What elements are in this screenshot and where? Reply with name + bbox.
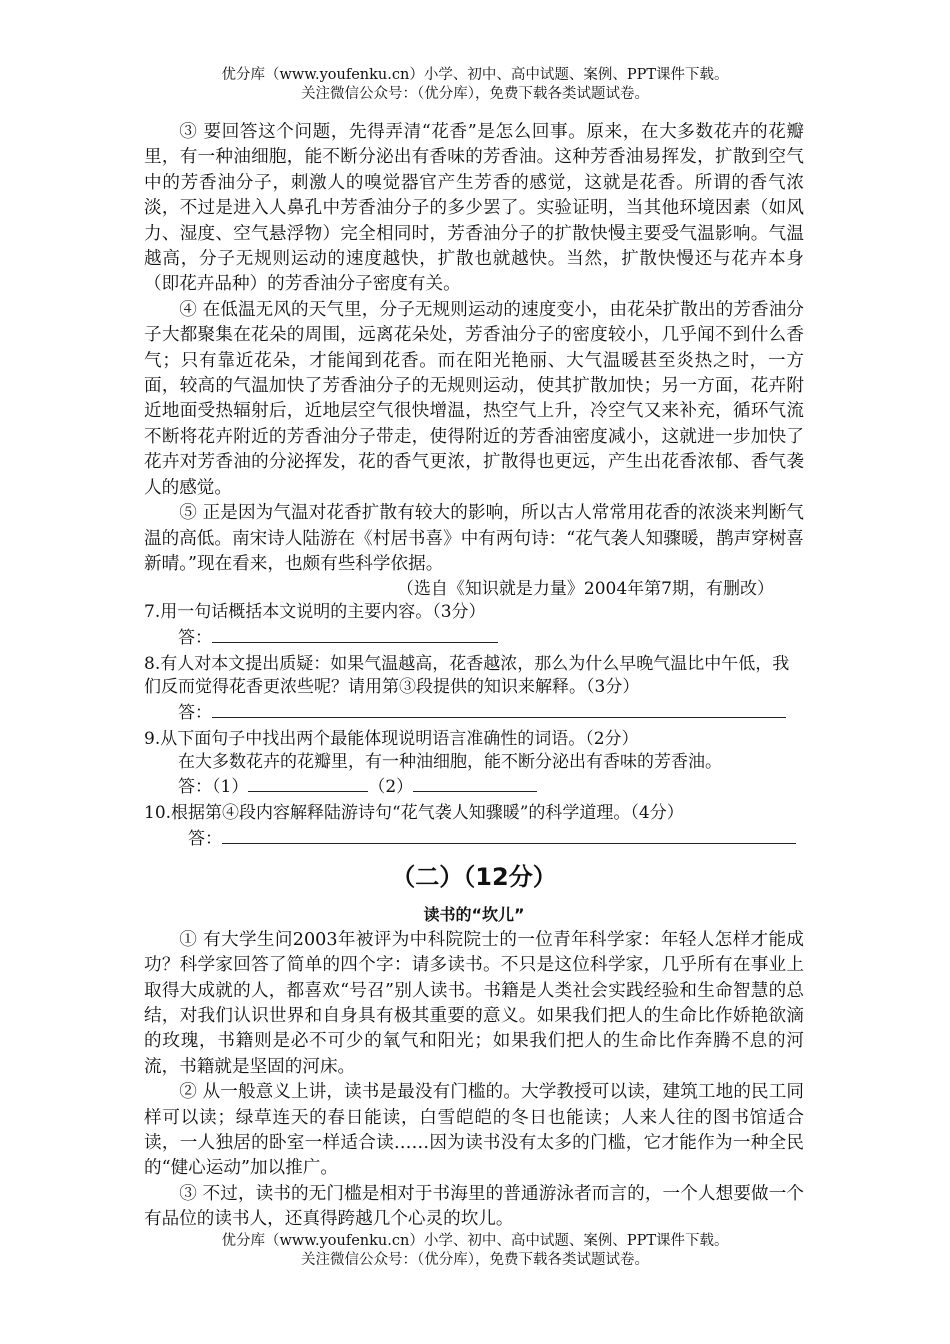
blank-label-2: （2） — [368, 777, 414, 798]
header-line-1: 优分库（www.youfenku.cn）小学、初中、高中试题、案例、PPT课件下载。 — [221, 67, 729, 83]
answer-blank-9-2[interactable] — [413, 774, 537, 792]
article-paragraph-3: ③ 不过，读书的无门槛是相对于书海里的普通游泳者而言的，一个人想要做一个有品位的读书人，还真得跨越几个心灵的坎儿。 — [144, 1183, 804, 1230]
footer-line-1: 优分库（www.youfenku.cn）小学、初中、高中试题、案例、PPT课件下载。 — [221, 1233, 729, 1249]
header-line-2: 关注微信公众号：（优分库），免费下载各类试题试卷。 — [301, 86, 649, 102]
page-footer — [0, 1232, 950, 1270]
question-8: 8.有人对本文提出质疑：如果气温越高，花香越浓，那么为什么早晚气温比中午低，我们反而觉得花香更浓些呢？请用第③段提供的知识来解释。（3分） — [144, 653, 790, 698]
answer-label: 答： — [178, 627, 212, 648]
paragraph-5: ⑤ 正是因为气温对花香扩散有较大的影响，所以古人常常用花香的浓淡来判断气温的高低。南宋诗人陆游在《村居书喜》中有两句诗：“花气袭人知骤暖，鹊声穿树喜新晴。”现在看来，也颇有些科学依据。 — [144, 503, 804, 574]
footer-line-2: 关注微信公众号：（优分库），免费下载各类试题试卷。 — [301, 1252, 649, 1268]
answer-label: 答： — [178, 777, 212, 798]
answer-label: 答： — [188, 828, 222, 849]
answer-line-9 — [144, 774, 804, 800]
answer-line-8 — [144, 700, 804, 726]
page-header — [0, 66, 950, 104]
paragraph-3: ③ 要回答这个问题，先得弄清“花香”是怎么回事。原来，在大多数花卉的花瓣里，有一种油细胞，能不断分泌出有香味的芳香油。这种芳香油易挥发，扩散到空气中的芳香油分子，刺激人的嗅觉器官产生芳香的感觉，这就是花香。所谓的香气浓淡，不过是进入人鼻孔中芳香油分子的多少罢了。实验证明，当其他环境因素（如风力、湿度、空气悬浮物）完全相同时，芳香油分子的扩散快慢主要受气温影响。气温越高，分子无规则运动的速度越快，扩散也就越快。当然，扩散快慢还与花卉本身（即花卉品种）的芳香油分子密度有关。 — [144, 122, 804, 295]
article-paragraph-2: ② 从一般意义上讲，读书是最没有门槛的。大学教授可以读，建筑工地的民工同样可以读；绿草连天的春日能读，白雪皑皑的冬日也能读；人来人往的图书馆适合读，一人独居的卧室一样适合读……因为读书没有太多的门槛，它才能作为一种全民的“健心运动”加以推广。 — [144, 1082, 804, 1179]
source-citation: （选自《知识就是力量》2004年第7期，有删改） — [396, 579, 774, 600]
question-7: 7.用一句话概括本文说明的主要内容。（3分） — [144, 602, 486, 623]
article-paragraph-1: ① 有大学生问2003年被评为中科院院士的一位青年科学家：年轻人怎样才能成功？科学家回答了简单的四个字：请多读书。不只是这位科学家，几乎所有在事业上取得大成就的人，都喜欢“号召”别人读书。书籍是人类社会实践经验和生命智慧的总结，对我们认识世界和自身具有极其重要的意义。如果我们把人的生命比作娇艳欲滴的玫瑰，书籍则是必不可少的氧气和阳光；如果我们把人的生命比作奔腾不息的河流，书籍就是坚固的河床。 — [144, 929, 804, 1077]
question-9: 9.从下面句子中找出两个最能体现说明语言准确性的词语。（2分） — [144, 728, 639, 749]
question-9-sentence: 在大多数花卉的花瓣里，有一种油细胞，能不断分泌出有香味的芳香油。 — [178, 752, 722, 773]
question-10: 10.根据第④段内容解释陆游诗句“花气袭人知骤暖”的科学道理。（4分） — [144, 803, 684, 824]
answer-blank-7[interactable] — [212, 625, 498, 643]
answer-label: 答： — [178, 702, 212, 723]
article-title: 读书的“坎儿” — [423, 904, 525, 924]
answer-blank-9-1[interactable] — [248, 774, 368, 792]
answer-blank-10[interactable] — [222, 826, 796, 844]
blank-label-1: （1） — [212, 777, 249, 798]
answer-line-10 — [144, 826, 804, 852]
document-body — [144, 120, 804, 1233]
section-heading: （二）（12分） — [391, 862, 557, 891]
paragraph-4: ④ 在低温无风的天气里，分子无规则运动的速度变小，由花朵扩散出的芳香油分子大都聚集在花朵的周围，远离花朵处，芳香油分子的密度较小，几乎闻不到什么香气；只有靠近花朵，才能闻到花香。而在阳光艳丽、大气温暖甚至炎热之时，一方面，较高的气温加快了芳香油分子的无规则运动，使其扩散加快；另一方面，花卉附近地面受热辐射后，近地层空气很快增温，热空气上升，冷空气又来补充，循环气流不断将花卉附近的芳香油分子带走，使得附近的芳香油密度减小，这就进一步加快了花卉对芳香油的分泌挥发，花的香气更浓，扩散得也更远，产生出花香浓郁、香气袭人的感觉。 — [144, 299, 804, 498]
answer-blank-8[interactable] — [212, 700, 786, 718]
answer-line-7 — [144, 625, 804, 651]
